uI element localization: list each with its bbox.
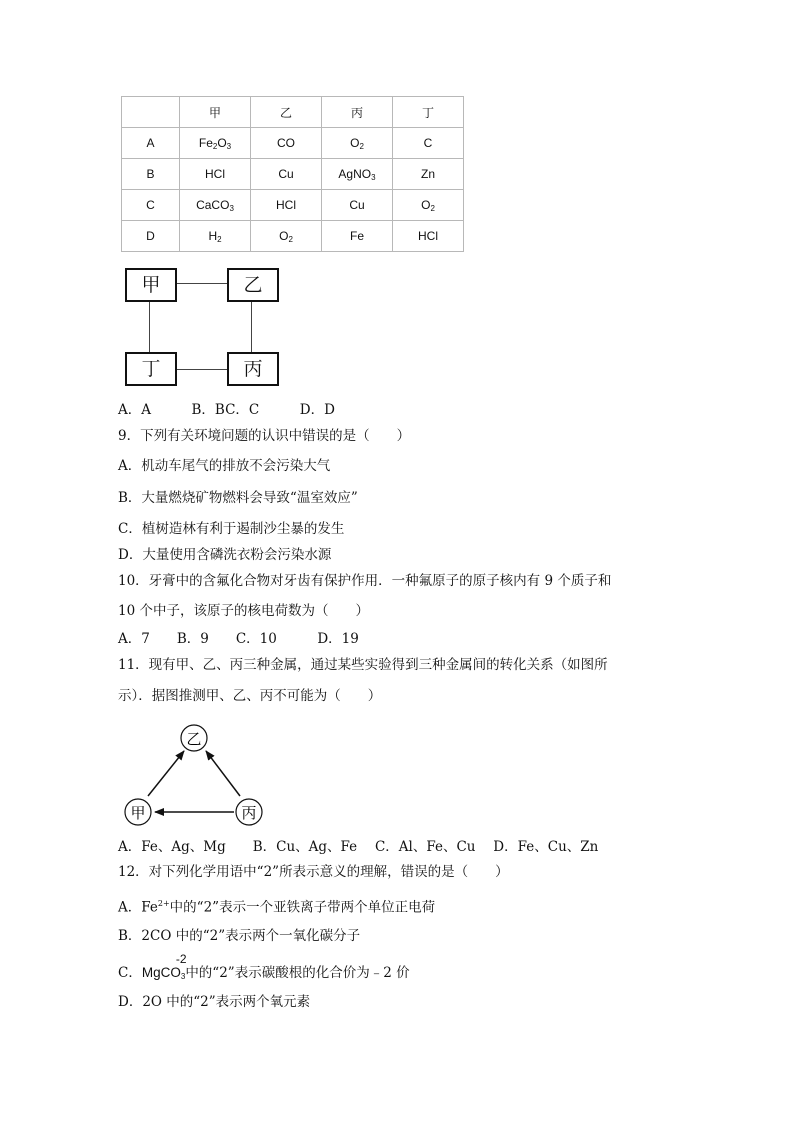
q12-option-a [118, 895, 435, 917]
q12-option-c [118, 952, 410, 986]
q9-option-c: C．植树造林有利于遏制沙尘暴的发生 [118, 521, 345, 537]
box-yi: 乙 [227, 268, 279, 302]
q9-option-b: B．大量燃烧矿物燃料会导致“温室效应” [118, 490, 358, 506]
q10-stem-line2: 10 个中子，该原子的核电荷数为（ ） [118, 603, 369, 619]
q12-stem: 12．对下列化学用语中“2”所表示意义的理解，错误的是（ ） [118, 864, 509, 880]
circle-bing-label: 丙 [241, 804, 257, 822]
table-header-cell: 丁 [393, 97, 464, 128]
table-cell: CaCO$_3$ [180, 190, 251, 221]
table-header-row [122, 97, 464, 128]
table-row [122, 190, 464, 221]
q12-c-rest: 中的“2”表示碳酸根的化合价为﹣2 价 [185, 965, 410, 981]
table-cell: $H_2$ [180, 221, 251, 252]
table-row-label: D [122, 221, 180, 252]
reagent-table [121, 96, 464, 252]
q11-stem-line2: 示）．据图推测甲、乙、丙不可能为（ ） [118, 688, 382, 704]
q12-c-formula [141, 952, 187, 986]
q12-c-formula-text: MgCO [141, 965, 181, 980]
q9-stem: 9．下列有关环境问题的认识中错误的是（ ） [118, 428, 411, 444]
q9-option-a: A．机动车尾气的排放不会污染大气 [118, 458, 331, 474]
box-bing: 丙 [227, 352, 279, 386]
q12-a-rest: 中的“2”表示一个亚铁离子带两个单位正电荷 [169, 899, 436, 916]
table-cell: HCl [393, 221, 464, 252]
q8-options: A．A B．BC．C D．D [118, 402, 335, 418]
table-row [122, 128, 464, 159]
table-cell: HCl [180, 159, 251, 190]
table-cell: $Fe_2O_3$ [180, 128, 251, 159]
circle-yi-label: 乙 [186, 730, 202, 748]
metal-conversion-diagram [118, 718, 278, 830]
connector-line [172, 369, 227, 370]
q12-c-charge: -2 [175, 952, 187, 966]
table-cell: $O_2$ [393, 190, 464, 221]
table-header-cell: 甲 [180, 97, 251, 128]
box-ding: 丁 [125, 352, 177, 386]
arrow-jia-to-yi [148, 751, 184, 796]
table-cell: Zn [393, 159, 464, 190]
box-diagram [120, 265, 285, 390]
table-cell: Fe [322, 221, 393, 252]
table-header-cell: 丙 [322, 97, 393, 128]
connector-line [149, 299, 150, 354]
table-cell: Cu [251, 159, 322, 190]
table-row-label: B [122, 159, 180, 190]
q11-options: A．Fe、Ag、Mg B．Cu、Ag、Fe C．Al、Fe、Cu D．Fe、Cu、Zn [118, 839, 599, 855]
q10-options: A．7 B．9 C．10 D．19 [118, 631, 359, 647]
q12-a-superscript: 2+ [157, 899, 170, 908]
table-row [122, 159, 464, 190]
q12-c-subscript: 3 [180, 972, 186, 981]
q9-option-d: D．大量使用含磷洗衣粉会污染水源 [118, 547, 332, 563]
table-cell: HCl [251, 190, 322, 221]
table-cell: CO [251, 128, 322, 159]
q10-stem-line1: 10．牙膏中的含氟化合物对牙齿有保护作用．一种氟原子的原子核内有 9 个质子和 [118, 573, 612, 589]
arrow-bing-to-yi [206, 751, 240, 796]
table-row-label: A [122, 128, 180, 159]
connector-line [251, 299, 252, 354]
table-cell: Cu [322, 190, 393, 221]
q12-option-b: B．2CO 中的“2”表示两个一氧化碳分子 [118, 928, 361, 944]
table-header-cell [122, 97, 180, 128]
table-cell: C [393, 128, 464, 159]
connector-line [172, 283, 227, 284]
q12-c-prefix: C． [118, 965, 142, 981]
table-cell: $O_2$ [251, 221, 322, 252]
table-cell: $O_2$ [322, 128, 393, 159]
table-header-cell: 乙 [251, 97, 322, 128]
table-cell: AgNO$_3$ [322, 159, 393, 190]
q12-a-prefix: A．Fe [118, 899, 158, 916]
table-row [122, 221, 464, 252]
q11-stem-line1: 11．现有甲、乙、丙三种金属，通过某些实验得到三种金属间的转化关系（如图所 [118, 657, 608, 673]
q12-option-d: D．2O 中的“2”表示两个氧元素 [118, 994, 311, 1010]
circle-jia-label: 甲 [130, 804, 146, 822]
box-jia: 甲 [125, 268, 177, 302]
table-row-label: C [122, 190, 180, 221]
